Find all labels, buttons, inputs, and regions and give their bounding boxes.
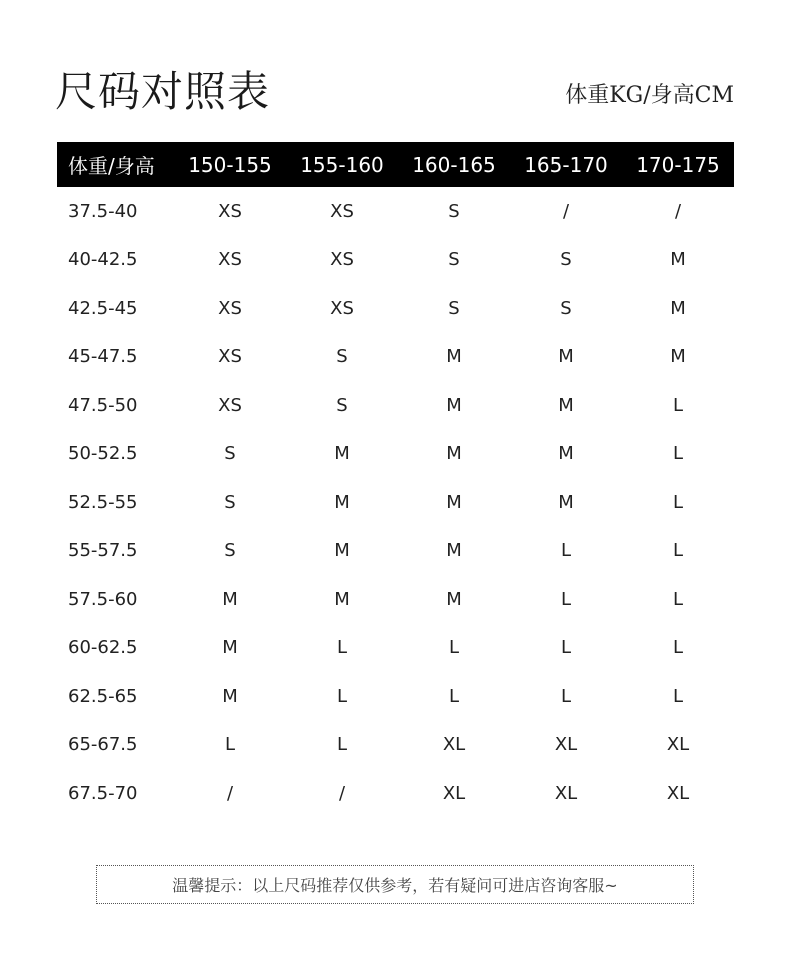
size-cell: XL [666,782,690,804]
size-cell: M [558,346,574,368]
size-cell: M [446,346,462,368]
table-row [57,187,734,236]
table-row [57,381,734,430]
weight-label: 60-62.5 [68,637,138,659]
size-cell: XS [218,394,242,416]
weight-label: 50-52.5 [68,443,138,465]
size-cell: M [446,394,462,416]
size-cell: XS [330,297,354,319]
size-cell: L [448,637,460,659]
weight-label: 37.5-40 [68,200,138,222]
weight-label: 45-47.5 [68,346,138,368]
page-title: 尺码对照表 [55,67,271,116]
size-cell: M [446,588,462,610]
size-cell: M [446,540,462,562]
size-cell: S [560,249,572,271]
size-cell: XS [330,200,354,222]
size-cell: XL [442,734,466,756]
size-cell: L [672,491,684,513]
weight-label: 40-42.5 [68,249,138,271]
height-header: 170-175 [636,152,720,177]
size-cell: S [224,540,236,562]
size-cell: S [448,200,460,222]
table-row [57,624,734,673]
tip-box [96,865,694,904]
size-cell: XL [442,782,466,804]
weight-label: 42.5-45 [68,297,138,319]
size-cell: M [222,685,238,707]
unit-note: 体重KG/身高CM [565,83,734,108]
size-cell: M [446,443,462,465]
table-row [57,333,734,382]
size-cell: XS [218,297,242,319]
height-header: 155-160 [300,152,384,177]
height-header: 160-165 [412,152,496,177]
weight-label: 55-57.5 [68,540,138,562]
size-cell: L [672,443,684,465]
table-row [57,721,734,770]
table-row [57,672,734,721]
size-cell: M [670,297,686,319]
size-cell: L [560,588,572,610]
table-body [57,187,734,818]
weight-label: 52.5-55 [68,491,138,513]
size-cell: S [336,346,348,368]
size-cell: L [448,685,460,707]
table-row [57,236,734,285]
size-cell: / [562,200,570,222]
weight-label: 47.5-50 [68,394,138,416]
size-cell: L [560,540,572,562]
size-cell: XS [218,346,242,368]
size-cell: L [560,685,572,707]
size-cell: L [336,637,348,659]
size-cell: / [674,200,682,222]
size-cell: M [334,588,350,610]
size-cell: M [334,491,350,513]
size-cell: XL [666,734,690,756]
size-cell: M [222,588,238,610]
table-row [57,478,734,527]
size-cell: XS [218,249,242,271]
size-cell: L [672,637,684,659]
size-cell: S [448,249,460,271]
header-row [57,142,734,187]
size-cell: L [672,685,684,707]
size-cell: M [334,540,350,562]
weight-label: 67.5-70 [68,782,138,804]
size-cell: M [558,491,574,513]
size-cell: XS [218,200,242,222]
table-row [57,527,734,576]
weight-label: 57.5-60 [68,588,138,610]
height-header: 165-170 [524,152,608,177]
size-cell: / [226,782,234,804]
size-cell: M [334,443,350,465]
size-cell: L [224,734,236,756]
size-cell: S [560,297,572,319]
size-cell: S [224,443,236,465]
height-header: 150-155 [188,152,272,177]
table-row [57,284,734,333]
size-cell: XS [330,249,354,271]
size-cell: M [670,249,686,271]
size-cell: / [338,782,346,804]
size-cell: L [672,394,684,416]
size-chart-table [57,142,734,818]
size-cell: L [560,637,572,659]
size-cell: L [336,685,348,707]
size-cell: S [224,491,236,513]
size-cell: S [448,297,460,319]
size-cell: S [336,394,348,416]
size-cell: L [672,588,684,610]
size-cell: XL [554,782,578,804]
size-cell: L [672,540,684,562]
weight-label: 65-67.5 [68,734,138,756]
size-cell: M [558,443,574,465]
table-row [57,575,734,624]
tip-text: 温馨提示：以上尺码推荐仅供参考，若有疑问可进店咨询客服~ [172,876,618,895]
size-cell: M [558,394,574,416]
weight-label: 62.5-65 [68,685,138,707]
corner-header: 体重/身高 [68,154,155,178]
table-header [57,142,734,187]
size-cell: M [446,491,462,513]
table-row [57,769,734,818]
size-cell: L [336,734,348,756]
table-row [57,430,734,479]
size-cell: M [222,637,238,659]
size-cell: M [670,346,686,368]
size-cell: XL [554,734,578,756]
